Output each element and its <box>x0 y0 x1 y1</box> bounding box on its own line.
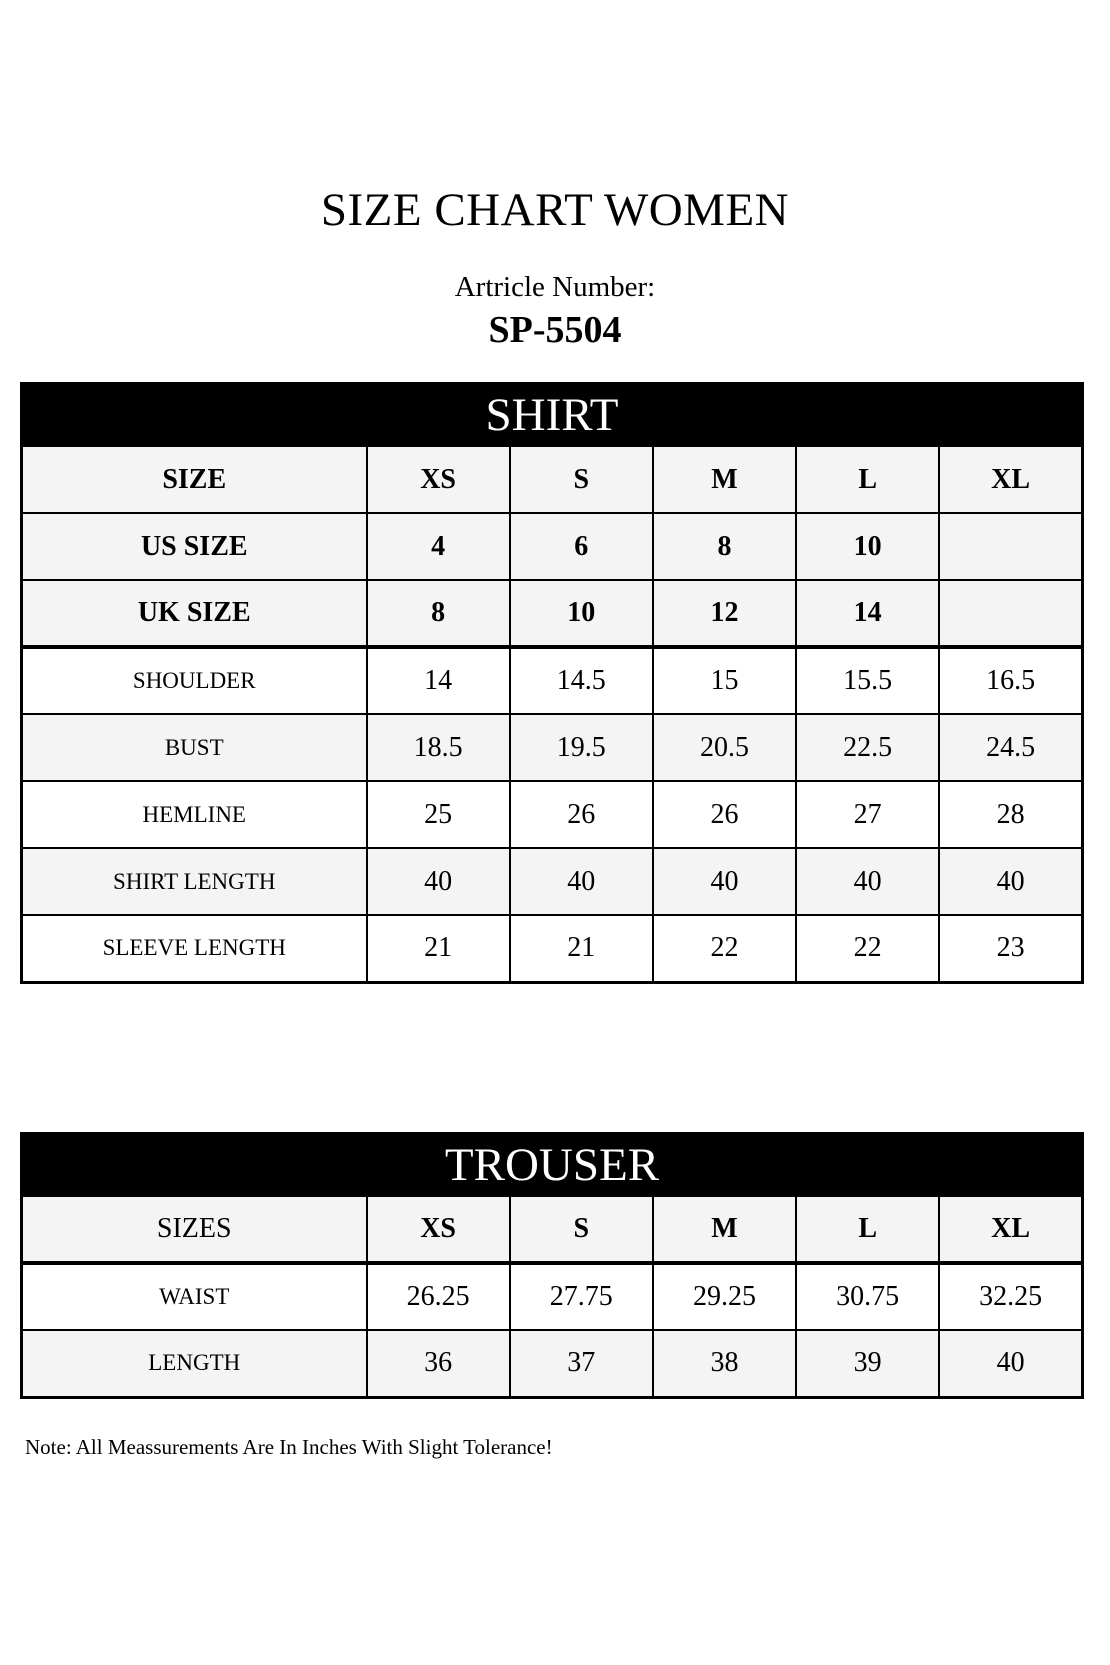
measurement-row <box>22 1263 1083 1330</box>
table-cell: 28 <box>939 781 1082 848</box>
measurement-row <box>22 781 1083 848</box>
table-cell: S <box>510 1196 653 1263</box>
table-cell: 15 <box>653 647 796 714</box>
table-cell: 15.5 <box>796 647 939 714</box>
table-cell: 10 <box>510 580 653 647</box>
table-cell: 8 <box>367 580 510 647</box>
table-cell: L <box>796 1196 939 1263</box>
table-cell: XS <box>367 1196 510 1263</box>
trouser-heading: TROUSER <box>22 1134 1083 1197</box>
table-cell: M <box>653 446 796 513</box>
table-cell: 16.5 <box>939 647 1082 714</box>
table-cell: 26.25 <box>367 1263 510 1330</box>
table-cell: 40 <box>653 848 796 915</box>
table-cell: 26 <box>510 781 653 848</box>
table-cell: 8 <box>653 513 796 580</box>
table-cell: 24.5 <box>939 714 1082 781</box>
measurement-row <box>22 714 1083 781</box>
row-label: BUST <box>22 714 367 781</box>
table-cell: XL <box>939 446 1082 513</box>
row-label: UK SIZE <box>22 580 367 647</box>
table-cell: 40 <box>367 848 510 915</box>
shirt-heading: SHIRT <box>22 384 1083 447</box>
row-label: WAIST <box>22 1263 367 1330</box>
table-cell: 12 <box>653 580 796 647</box>
table-cell: 22.5 <box>796 714 939 781</box>
article-number: SP-5504 <box>488 309 622 351</box>
table-cell: XL <box>939 1196 1082 1263</box>
row-label: LENGTH <box>22 1330 367 1397</box>
table-cell: 29.25 <box>653 1263 796 1330</box>
size-header-row <box>22 580 1083 647</box>
measurement-row <box>22 848 1083 915</box>
table-cell: 39 <box>796 1330 939 1397</box>
table-cell: 32.25 <box>939 1263 1082 1330</box>
table-cell: 14.5 <box>510 647 653 714</box>
size-header-row <box>22 513 1083 580</box>
table-cell: 36 <box>367 1330 510 1397</box>
measurement-row <box>22 647 1083 714</box>
row-label: HEMLINE <box>22 781 367 848</box>
table-cell: 21 <box>367 915 510 982</box>
table-cell: 10 <box>796 513 939 580</box>
table-cell: 14 <box>367 647 510 714</box>
table-cell: 14 <box>796 580 939 647</box>
table-cell: 38 <box>653 1330 796 1397</box>
measurement-row <box>22 1330 1083 1397</box>
shirt-size-table <box>20 382 1084 984</box>
size-header-row <box>22 446 1083 513</box>
table-cell <box>939 513 1082 580</box>
page-title: SIZE CHART WOMEN <box>320 184 790 236</box>
table-cell: 19.5 <box>510 714 653 781</box>
table-cell: 40 <box>939 1330 1082 1397</box>
article-number-label: Artricle Number: <box>454 271 656 303</box>
row-label: SIZE <box>22 446 367 513</box>
table-cell: 23 <box>939 915 1082 982</box>
table-cell: XS <box>367 446 510 513</box>
table-cell: 40 <box>939 848 1082 915</box>
table-cell: 6 <box>510 513 653 580</box>
table-cell: 22 <box>653 915 796 982</box>
table-cell: 20.5 <box>653 714 796 781</box>
row-label: SHOULDER <box>22 647 367 714</box>
table-cell: 27 <box>796 781 939 848</box>
row-label: SHIRT LENGTH <box>22 848 367 915</box>
table-cell: 26 <box>653 781 796 848</box>
measurement-note: Note: All Meassurements Are In Inches With Slight Tolerance! <box>25 1435 553 1459</box>
row-label: SLEEVE LENGTH <box>22 915 367 982</box>
size-header-row <box>22 1196 1083 1263</box>
row-label: SIZES <box>22 1196 367 1263</box>
table-cell: S <box>510 446 653 513</box>
table-cell: 37 <box>510 1330 653 1397</box>
table-cell: 40 <box>510 848 653 915</box>
table-cell: L <box>796 446 939 513</box>
trouser-size-table <box>20 1132 1084 1399</box>
row-label: US SIZE <box>22 513 367 580</box>
table-cell: M <box>653 1196 796 1263</box>
table-cell: 4 <box>367 513 510 580</box>
table-cell: 27.75 <box>510 1263 653 1330</box>
table-cell: 22 <box>796 915 939 982</box>
measurement-row <box>22 915 1083 982</box>
table-cell <box>939 580 1082 647</box>
table-cell: 25 <box>367 781 510 848</box>
table-cell: 21 <box>510 915 653 982</box>
table-cell: 30.75 <box>796 1263 939 1330</box>
table-cell: 18.5 <box>367 714 510 781</box>
table-cell: 40 <box>796 848 939 915</box>
